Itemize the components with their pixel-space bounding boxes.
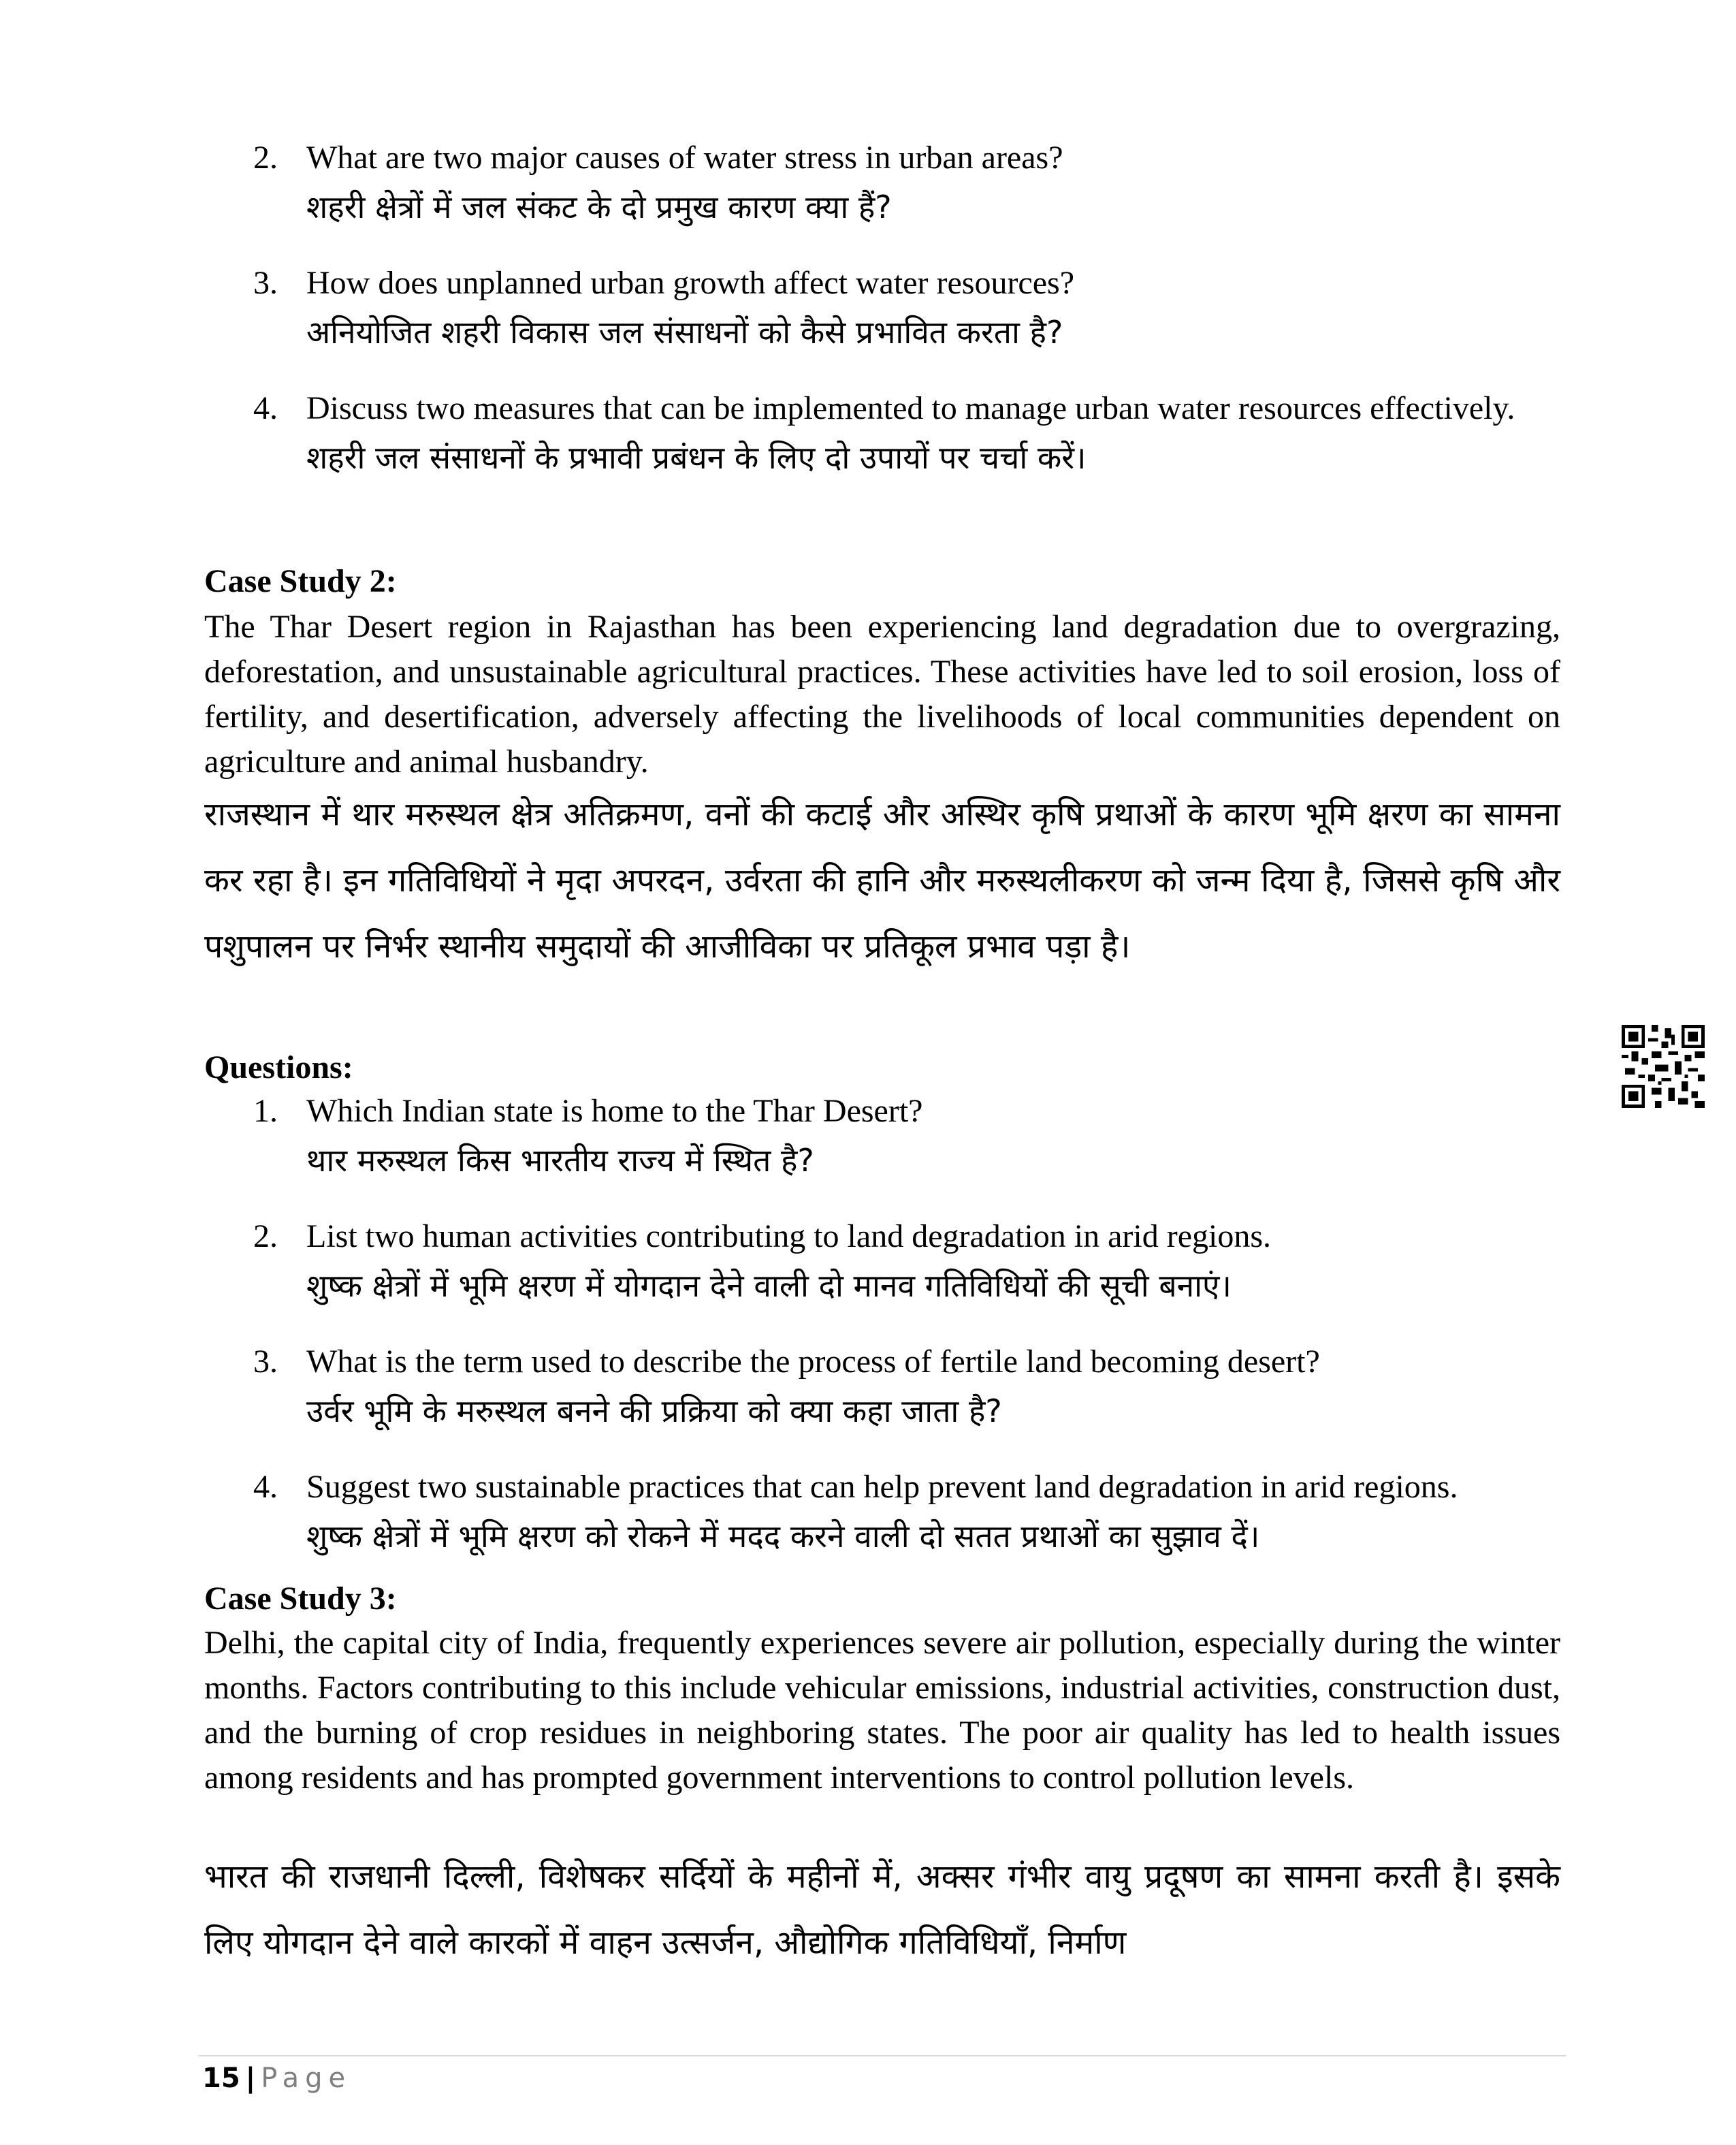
list-item (204, 1215, 1566, 1313)
question-number: 4. (253, 390, 278, 426)
list-item (204, 1090, 1566, 1188)
question-text-en: List two human activities contributing to land degradation in arid regions. (306, 1218, 1272, 1254)
question-text-hi: अनियोजित शहरी विकास जल संसाधनों को कैसे प्रभावित करता है? (306, 314, 1063, 351)
question-text-en: Suggest two sustainable practices that can help prevent land degradation in arid regions. (306, 1469, 1458, 1505)
question-number: 1. (253, 1093, 278, 1129)
footer-divider (199, 2055, 1566, 2056)
case-study-3-paragraph-en: Delhi, the capital city of India, frequently experiences severe air pollution, especially during the winter months. Factors contributing to this include vehicular emissions, industrial activities, construction dust, and the burning of crop residues in neighboring states. The poor air quality has led to health issues among residents and has prompted government interventions to control pollution levels. (204, 1625, 1560, 1796)
qr-code[interactable] (1622, 1025, 1705, 1108)
list-item (204, 136, 1566, 234)
question-number: 2. (253, 1218, 278, 1254)
page-label: Page (261, 2063, 352, 2094)
question-number: 4. (253, 1469, 278, 1505)
questions-heading: Questions: (204, 1049, 353, 1085)
list-item (204, 261, 1566, 360)
list-item (204, 1340, 1566, 1438)
question-number: 3. (253, 1344, 278, 1380)
case-study-2-paragraph-en: The Thar Desert region in Rajasthan has been experiencing land degradation due to overgrazing, deforestation, and unsustainable agricultural practices. These activities have led to soil erosion, loss of fertility, and desertification, adversely affecting the livelihoods of local communities dependent on agriculture and animal husbandry. (204, 609, 1560, 780)
question-text-en: How does unplanned urban growth affect water resources? (306, 265, 1075, 301)
case-study-2-questions-list (204, 1090, 1566, 1591)
question-text-en: Discuss two measures that can be implemented to manage urban water resources effectively. (306, 390, 1515, 426)
question-text-en: What are two major causes of water stress in urban areas? (306, 140, 1063, 176)
question-text-hi: थार मरुस्थल किस भारतीय राज्य में स्थित है? (306, 1142, 814, 1179)
question-text-hi: शहरी क्षेत्रों में जल संकट के दो प्रमुख कारण क्या हैं? (306, 189, 892, 225)
question-text-hi: उर्वर भूमि के मरुस्थल बनने की प्रक्रिया को क्या कहा जाता है? (306, 1393, 1002, 1429)
question-number: 2. (253, 140, 278, 176)
question-number: 3. (253, 265, 278, 301)
page-number: 15 (202, 2063, 240, 2094)
case-study-3-heading: Case Study 3: (204, 1580, 397, 1617)
list-item (204, 1465, 1566, 1563)
top-questions-list (204, 136, 1566, 512)
footer-separator: | (245, 2063, 256, 2094)
case-study-2-paragraph-hi: राजस्थान में थार मरुस्थल क्षेत्र अतिक्रमण, वनों की कटाई और अस्थिर कृषि प्रथाओं के कारण भूमि क्षरण का सामना कर रहा है। इन गतिविधियों ने मृदा अपरदन, उर्वरता की हानि और मरुस्थलीकरण को जन्म दिया है, जिससे कृषि और पशुपालन पर निर्भर स्थानीय समुदायों की आजीविका पर प्रतिकूल प्रभाव पड़ा है। (204, 795, 1560, 966)
question-text-en: Which Indian state is home to the Thar Desert? (306, 1093, 923, 1129)
question-text-hi: शुष्क क्षेत्रों में भूमि क्षरण को रोकने में मदद करने वाली दो सतत प्रथाओं का सुझाव दें। (306, 1518, 1260, 1555)
page-footer (202, 2061, 351, 2096)
question-text-hi: शुष्क क्षेत्रों में भूमि क्षरण में योगदान देने वाली दो मानव गतिविधियों की सूची बनाएं। (306, 1267, 1232, 1304)
case-study-2-heading: Case Study 2: (204, 563, 397, 599)
list-item (204, 387, 1566, 485)
case-study-3-paragraph-hi: भारत की राजधानी दिल्ली, विशेषकर सर्दियों के महीनों में, अक्सर गंभीर वायु प्रदूषण का सामना करती है। इसके लिए योगदान देने वाले कारकों में वाहन उत्सर्जन, औद्योगिक गतिविधियाँ, निर्माण (204, 1858, 1560, 1962)
question-text-hi: शहरी जल संसाधनों के प्रभावी प्रबंधन के लिए दो उपायों पर चर्चा करें। (306, 439, 1087, 476)
question-text-en: What is the term used to describe the process of fertile land becoming desert? (306, 1344, 1320, 1380)
